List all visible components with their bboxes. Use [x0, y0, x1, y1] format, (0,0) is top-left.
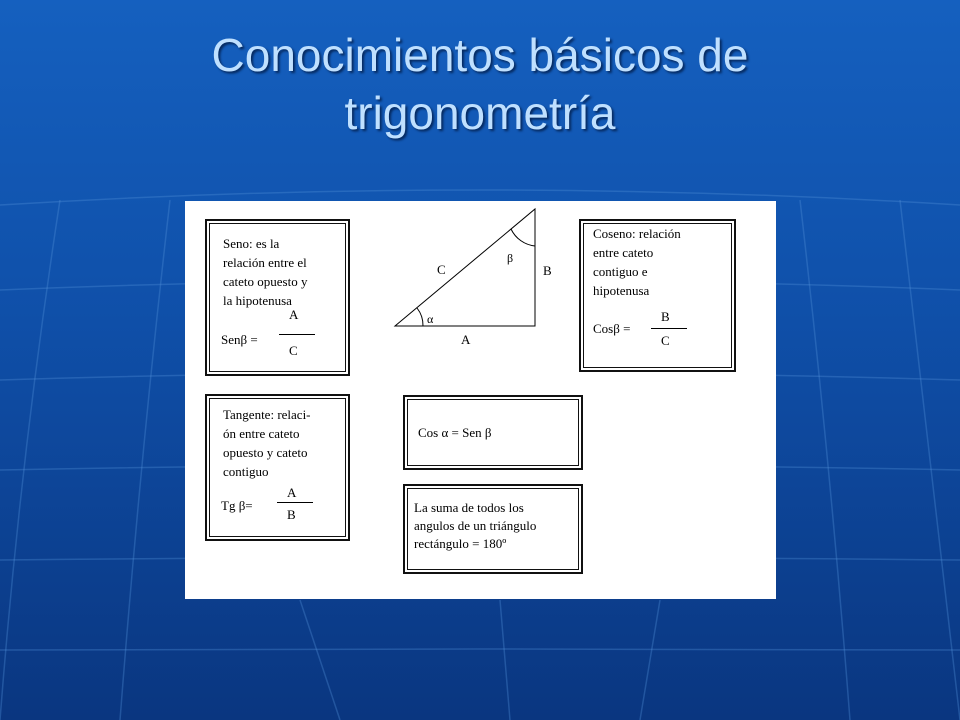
tangente-text: Tangente: relaci- ón entre cateto opuesto y cateto contiguo — [223, 407, 311, 479]
alpha-arc — [417, 308, 423, 326]
title-line-1: Conocimientos básicos de — [211, 29, 749, 81]
angle-label-beta: β — [507, 251, 514, 265]
side-label-vert: B — [543, 263, 552, 278]
tangente-denominator: B — [287, 507, 296, 522]
triangle-shape — [395, 209, 535, 326]
beta-arc — [511, 229, 535, 246]
right-triangle-diagram — [385, 201, 575, 351]
coseno-fraction-line — [651, 328, 687, 329]
seno-text: Seno: es la relación entre el cateto opuesto y la hipotenusa — [223, 236, 308, 308]
seno-denominator: C — [289, 343, 298, 358]
coseno-box — [579, 219, 736, 372]
suma-text: La suma de todos los angulos de un triángulo rectángulo = 180º — [414, 500, 537, 551]
identity-box — [403, 395, 583, 470]
coseno-formula-label: Cosβ = — [593, 321, 631, 336]
tangente-numerator: A — [287, 485, 297, 500]
seno-formula-label: Senβ = — [221, 332, 258, 347]
title-line-2: trigonometría — [344, 87, 616, 139]
coseno-text: Coseno: relación entre cateto contiguo e hipotenusa — [593, 226, 681, 298]
tangente-box — [205, 394, 350, 541]
coseno-denominator: C — [661, 333, 670, 348]
seno-fraction-line — [279, 334, 315, 335]
identity-text: Cos α = Sen β — [418, 425, 492, 440]
seno-box — [205, 219, 350, 376]
seno-numerator: A — [289, 307, 299, 322]
slide-title — [0, 26, 960, 142]
angle-label-alpha: α — [427, 312, 434, 326]
side-label-hyp: C — [437, 262, 446, 277]
trig-diagram-panel — [185, 201, 776, 599]
tangente-fraction-line — [277, 502, 313, 503]
side-label-base: A — [461, 332, 471, 347]
coseno-numerator: B — [661, 309, 670, 324]
suma-box — [403, 484, 583, 574]
tangente-formula-label: Tg β= — [221, 498, 253, 513]
